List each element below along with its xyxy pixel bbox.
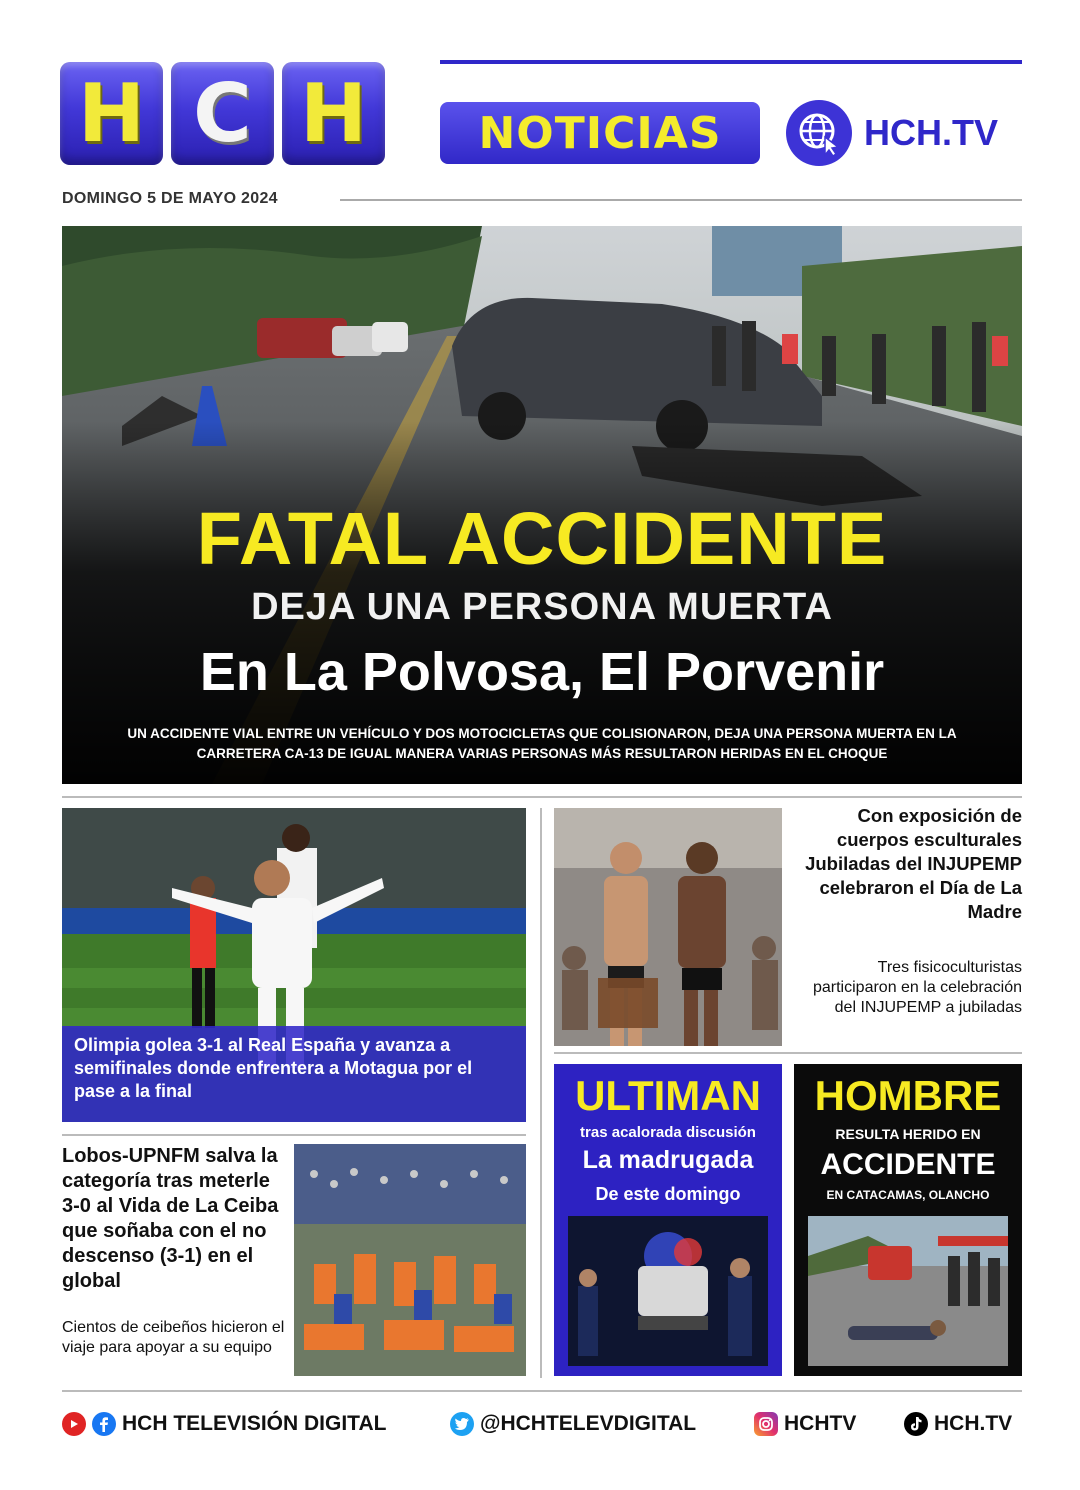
hombre-photo [808,1216,1008,1366]
logo-letter-h2: H [282,62,385,165]
hero-description: UN ACCIDENTE VIAL ENTRE UN VEHÍCULO Y DOS MOTOCICLETAS QUE COLISIONARON, DEJA UNA PERSONA MUERTA EN LA CARRETERA CA-13 DE IGUAL MANERA VARIAS PERSONAS MÁS RESULTARON HERIDAS EN EL CHOQUE [127,726,957,761]
footer-twitter-label: @HCHTELEVDIGITAL [480,1412,697,1435]
ultiman-title: ULTIMAN [575,1072,761,1119]
instagram-icon [754,1412,778,1436]
ultiman-photo [568,1216,768,1366]
hero-location: En La Polvosa, El Porvenir [199,642,885,702]
ultiman-line3: De este domingo [595,1184,741,1204]
jubiladas-photo[interactable] [554,808,782,1046]
youtube-icon [62,1412,86,1436]
hombre-title: HOMBRE [814,1072,1002,1119]
jubiladas-headline[interactable]: Con exposición de cuerpos esculturales Jubiladas del INJUPEMP celebraron el Día de La Madre [805,805,1022,922]
hombre-line2: ACCIDENTE [820,1148,996,1181]
right-column-divider [554,1052,1022,1054]
footer-divider [62,1390,1022,1392]
olimpia-caption-box [62,1026,526,1122]
globe-cursor-icon [786,100,852,166]
hombre-line1: RESULTA HERIDO EN [835,1126,981,1142]
footer-instagram[interactable] [754,1406,856,1442]
hero-story[interactable] [62,226,1022,784]
issue-date: DOMINGO 5 DE MAYO 2024 [62,190,278,207]
logo-letter-c: C [171,62,274,165]
column-divider [540,808,542,1378]
ultiman-story[interactable] [554,1064,782,1376]
site-link[interactable]: HCH.TV [864,112,998,153]
footer-twitter[interactable] [450,1406,696,1442]
lobos-headline[interactable]: Lobos-UPNFM salva la categoría tras meterle 3-0 al Vida de La Ceiba que soñaba con el no descenso (3-1) en el global [62,1145,279,1292]
olimpia-story[interactable] [62,808,526,1122]
ultiman-line1: tras acalorada discusión [580,1124,756,1141]
logo-letter-h1: H [60,62,163,165]
jubiladas-subtext: Tres fisicoculturistas participaron en la celebración del INJUPEMP a jubiladas [812,959,1022,1016]
hombre-story[interactable] [794,1064,1022,1376]
ultiman-line2: La madrugada [582,1146,754,1174]
section-divider [62,796,1022,798]
footer-social [62,1406,1022,1442]
lobos-subtext: Cientos de ceibeños hicieron el viaje para apoyar a su equipo [62,1319,285,1356]
left-column-divider [62,1134,526,1136]
date-divider [340,199,1022,201]
section-badge-noticias: NOTICIAS [440,102,760,164]
header-divider [440,60,1022,64]
footer-tiktok-label: HCH.TV [934,1412,1013,1435]
hombre-line3: EN CATACAMAS, OLANCHO [826,1188,990,1202]
footer-tiktok[interactable] [904,1406,1012,1442]
olimpia-caption: Olimpia golea 3-1 al Real España y avanza a semifinales donde enfrentera a Motagua por el pase a la final [74,1035,473,1101]
footer-facebook-label: HCH TELEVISIÓN DIGITAL [122,1412,387,1435]
hero-headline: FATAL ACCIDENTE [196,497,888,580]
footer-facebook-youtube[interactable] [62,1406,386,1442]
lobos-photo[interactable] [294,1144,526,1376]
tiktok-icon [904,1412,928,1436]
footer-instagram-label: HCHTV [784,1412,857,1435]
twitter-icon [450,1412,474,1436]
hero-subheadline: DEJA UNA PERSONA MUERTA [251,586,833,628]
hch-logo[interactable] [60,62,385,165]
facebook-icon [92,1412,116,1436]
